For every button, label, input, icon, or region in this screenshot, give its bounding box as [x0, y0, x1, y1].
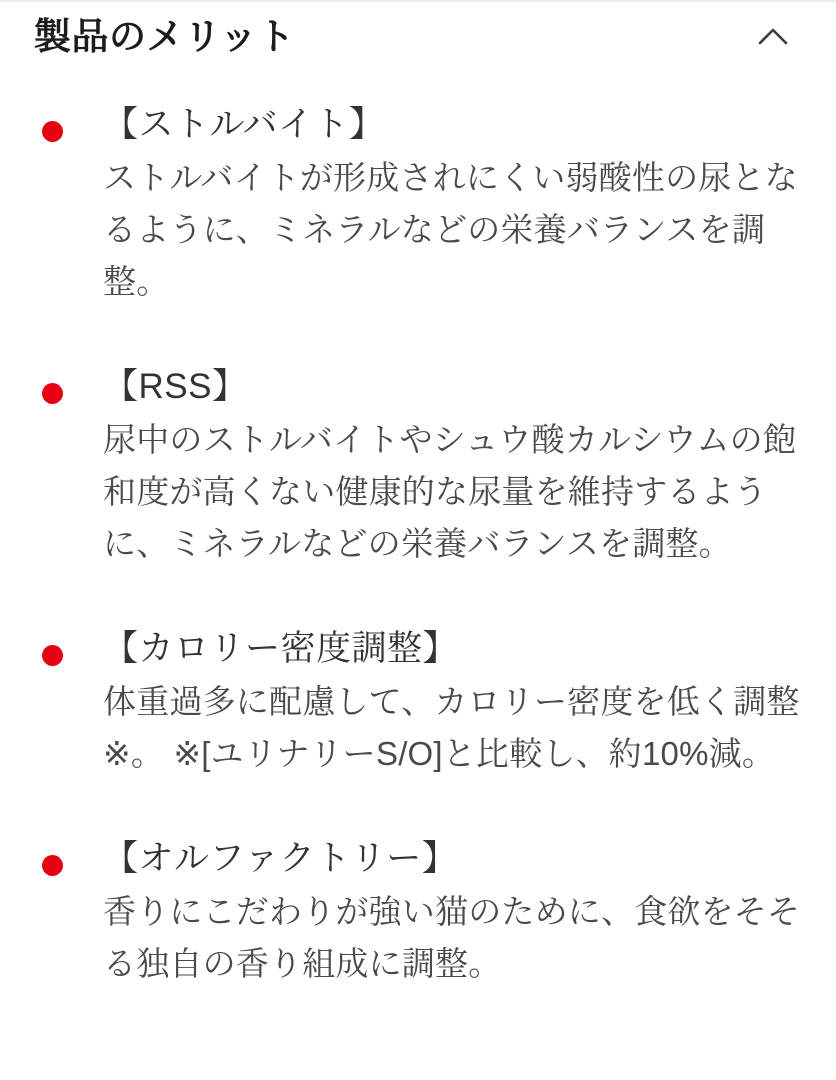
- benefit-heading: 【ストルバイト】: [103, 105, 385, 145]
- benefit-heading: 【カロリー密度調整】: [103, 629, 459, 669]
- chevron-up-icon[interactable]: [750, 14, 796, 60]
- list-item: [30, 834, 806, 990]
- list-item: [30, 362, 806, 570]
- list-item-body: [103, 362, 806, 570]
- page-title: 製品のメリット: [34, 16, 296, 57]
- bullet-icon: [42, 645, 63, 666]
- benefit-description: 香りにこだわりが強い猫のために、食欲をそそる独自の香り組成に調整。: [103, 893, 801, 983]
- benefits-list: [0, 66, 836, 1010]
- benefit-heading: 【RSS】: [103, 367, 248, 407]
- benefit-description: 体重過多に配慮して、カロリー密度を低く調整※。 ※[ユリナリーS/O]と比較し、約10%減。: [103, 683, 800, 773]
- list-item: [30, 100, 806, 308]
- list-item-body: [103, 100, 806, 308]
- list-item: [30, 624, 806, 780]
- bullet-icon: [42, 855, 63, 876]
- list-item-body: [103, 624, 806, 780]
- list-item-body: [103, 834, 806, 990]
- section-header[interactable]: [0, 0, 836, 66]
- top-divider: [0, 0, 836, 2]
- bullet-icon: [42, 383, 63, 404]
- bullet-icon: [42, 121, 63, 142]
- benefit-description: ストルバイトが形成されにくい弱酸性の尿となるように、ミネラルなどの栄養バランスを調整。: [103, 158, 798, 301]
- benefit-heading: 【オルファクトリー】: [103, 839, 458, 879]
- benefit-description: 尿中のストルバイトやシュウ酸カルシウムの飽和度が高くない健康的な尿量を維持するように、ミネラルなどの栄養バランスを調整。: [103, 421, 797, 563]
